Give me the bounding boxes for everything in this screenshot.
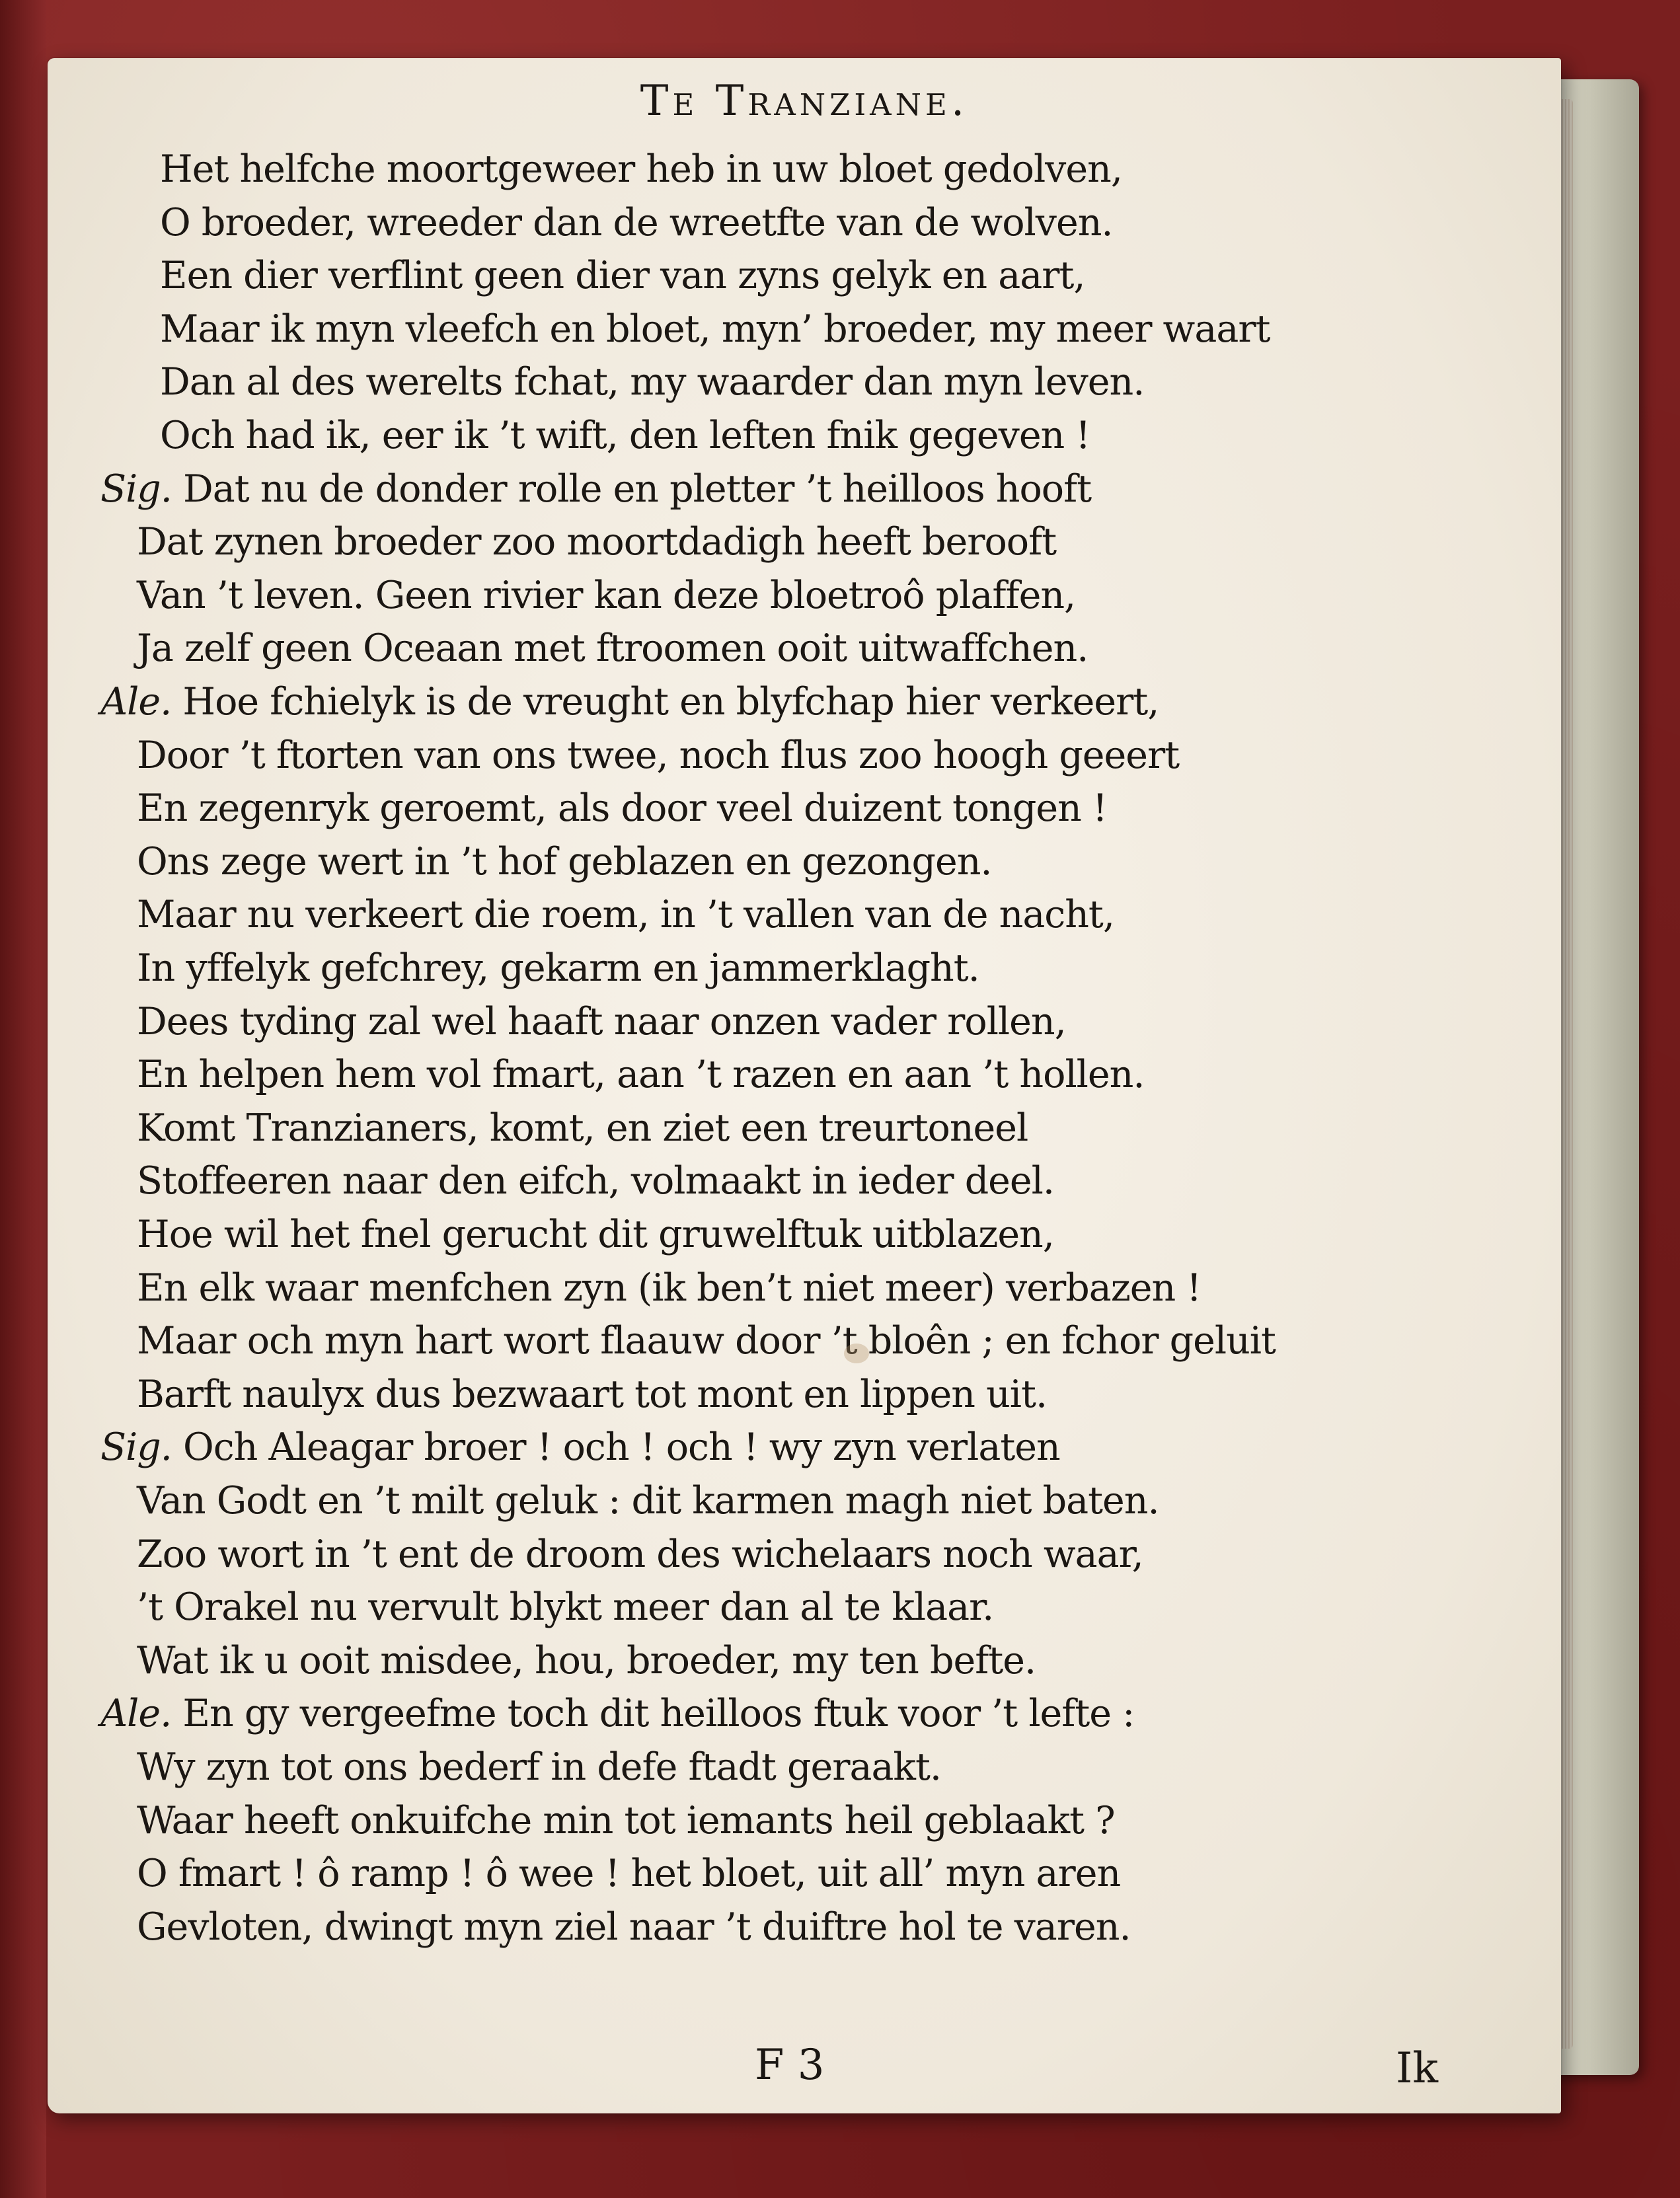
verse-text: En helpen hem vol fmart, aan ’t razen en aan ’t hollen. [137, 1053, 1145, 1097]
verse-text: Dat nu de donder rolle en pletter ’t heilloos hooft [183, 467, 1092, 511]
verse-line [160, 414, 1090, 457]
verse-line [137, 1372, 1048, 1416]
verse-text: En gy vergeefme toch dit heilloos ftuk voor ’t lefte : [182, 1692, 1135, 1736]
verse-line [160, 307, 1270, 351]
verse-text: Gevloten, dwingt myn ziel naar ’t duiftre hol te varen. [137, 1905, 1131, 1949]
verse-line [100, 1692, 1135, 1736]
verse-line [137, 839, 992, 884]
verse-line [100, 680, 1159, 724]
verse-line [137, 999, 1066, 1043]
verse-text: Zoo wort in ’t ent de droom des wichelaars noch waar, [137, 1532, 1143, 1576]
verse-text: Door ’t ftorten van ons twee, noch flus zoo hoogh geeert [137, 733, 1180, 777]
running-head: Te Tranziane. [640, 77, 969, 126]
paper-stain [844, 1344, 869, 1363]
verse-text: Van Godt en ’t milt geluk : dit karmen magh niet baten. [137, 1479, 1159, 1523]
verse-text: Dees tyding zal wel haaft naar onzen vader rollen, [137, 999, 1066, 1043]
verse-line [137, 1213, 1054, 1256]
verse-line [137, 1053, 1145, 1097]
verse-text: Dan al des werelts fchat, my waarder dan myn leven. [160, 360, 1145, 404]
verse-line [137, 733, 1180, 777]
verse-line [137, 1106, 1028, 1150]
catchword: Ik [1396, 2044, 1439, 2093]
verse-text: En elk waar menfchen zyn (ik ben’t niet meer) verbazen ! [137, 1266, 1202, 1310]
verse-line [137, 1585, 994, 1630]
verse-text: Och Aleagar broer ! och ! och ! wy zyn verlaten [183, 1425, 1060, 1470]
verse-line [160, 360, 1145, 404]
verse-line [100, 1425, 1060, 1470]
verse-text: Barft naulyx dus bezwaart tot mont en lippen uit. [137, 1372, 1048, 1416]
verse-text: Dat zynen broeder zoo moortdadigh heeft berooft [137, 520, 1057, 564]
speaker-tag: Sig. [100, 1425, 172, 1470]
verse-line [137, 1745, 941, 1789]
verse-line [160, 200, 1113, 245]
verse-text: Wat ik u ooit misdee, hou, broeder, my ten befte. [137, 1638, 1036, 1683]
verse-line [137, 1532, 1143, 1576]
verse-text: Waar heeft onkuifche min tot iemants heil geblaakt ? [137, 1798, 1115, 1842]
verse-line [160, 147, 1122, 191]
verse-line [137, 626, 1088, 671]
verse-line [137, 520, 1057, 564]
verse-line [137, 893, 1114, 937]
verse-line [137, 946, 979, 990]
verse-line [137, 1798, 1115, 1842]
verse-text: Het helfche moortgeweer heb in uw bloet gedolven, [160, 147, 1122, 191]
verse-text: Komt Tranzianers, komt, en ziet een treurtoneel [137, 1106, 1028, 1150]
verse-text: O fmart ! ô ramp ! ô wee ! het bloet, uit all’ myn aren [137, 1852, 1121, 1896]
verse-line [137, 1479, 1159, 1523]
verse-text: Maar och myn hart wort flaauw door ’t bloên ; en fchor geluit [137, 1319, 1276, 1363]
verse-text: Hoe fchielyk is de vreught en blyfchap hier verkeert, [182, 680, 1159, 724]
verse-line [137, 1159, 1054, 1203]
speaker-tag: Ale. [100, 1692, 172, 1736]
verse-text: Een dier verflint geen dier van zyns gelyk en aart, [160, 254, 1085, 298]
verse-text: In yffelyk gefchrey, gekarm en jammerklaght. [137, 946, 979, 990]
table-edge [0, 0, 46, 2198]
verse-text: O broeder, wreeder dan de wreetfte van de wolven. [160, 200, 1113, 245]
speaker-tag: Sig. [100, 467, 172, 511]
verse-text: Ja zelf geen Oceaan met ftroomen ooit uitwaffchen. [137, 626, 1088, 671]
book-page [48, 58, 1561, 2113]
verse-text: Stoffeeren naar den eifch, volmaakt in ieder deel. [137, 1159, 1054, 1203]
verse-line [137, 1905, 1131, 1949]
verse-text: En zegenryk geroemt, als door veel duizent tongen ! [137, 786, 1107, 831]
verse-line [137, 1852, 1121, 1896]
verse-text: Van ’t leven. Geen rivier kan deze bloetroô plaffen, [137, 573, 1076, 617]
verse-line [100, 467, 1092, 511]
verse-line [137, 1266, 1202, 1310]
verse-text: Ons zege wert in ’t hof geblazen en gezongen. [137, 839, 992, 884]
verse-line [160, 254, 1085, 298]
verse-text: Maar nu verkeert die roem, in ’t vallen van de nacht, [137, 893, 1114, 937]
verse-line [137, 573, 1076, 617]
verse-text: Och had ik, eer ik ’t wift, den leften fnik gegeven ! [160, 414, 1090, 457]
signature-mark: F 3 [755, 2041, 825, 2090]
verse-text: Maar ik myn vleefch en bloet, myn’ broeder, my meer waart [160, 307, 1270, 351]
verse-text: Hoe wil het fnel gerucht dit gruwelftuk uitblazen, [137, 1213, 1054, 1256]
verse-line [137, 1638, 1036, 1683]
verse-line [137, 786, 1107, 831]
speaker-tag: Ale. [100, 680, 172, 724]
verse-line [137, 1319, 1276, 1363]
verse-text: Wy zyn tot ons bederf in defe ftadt geraakt. [137, 1745, 941, 1789]
verse-text: ’t Orakel nu vervult blykt meer dan al te klaar. [137, 1585, 994, 1630]
verse-block [48, 58, 1561, 2113]
